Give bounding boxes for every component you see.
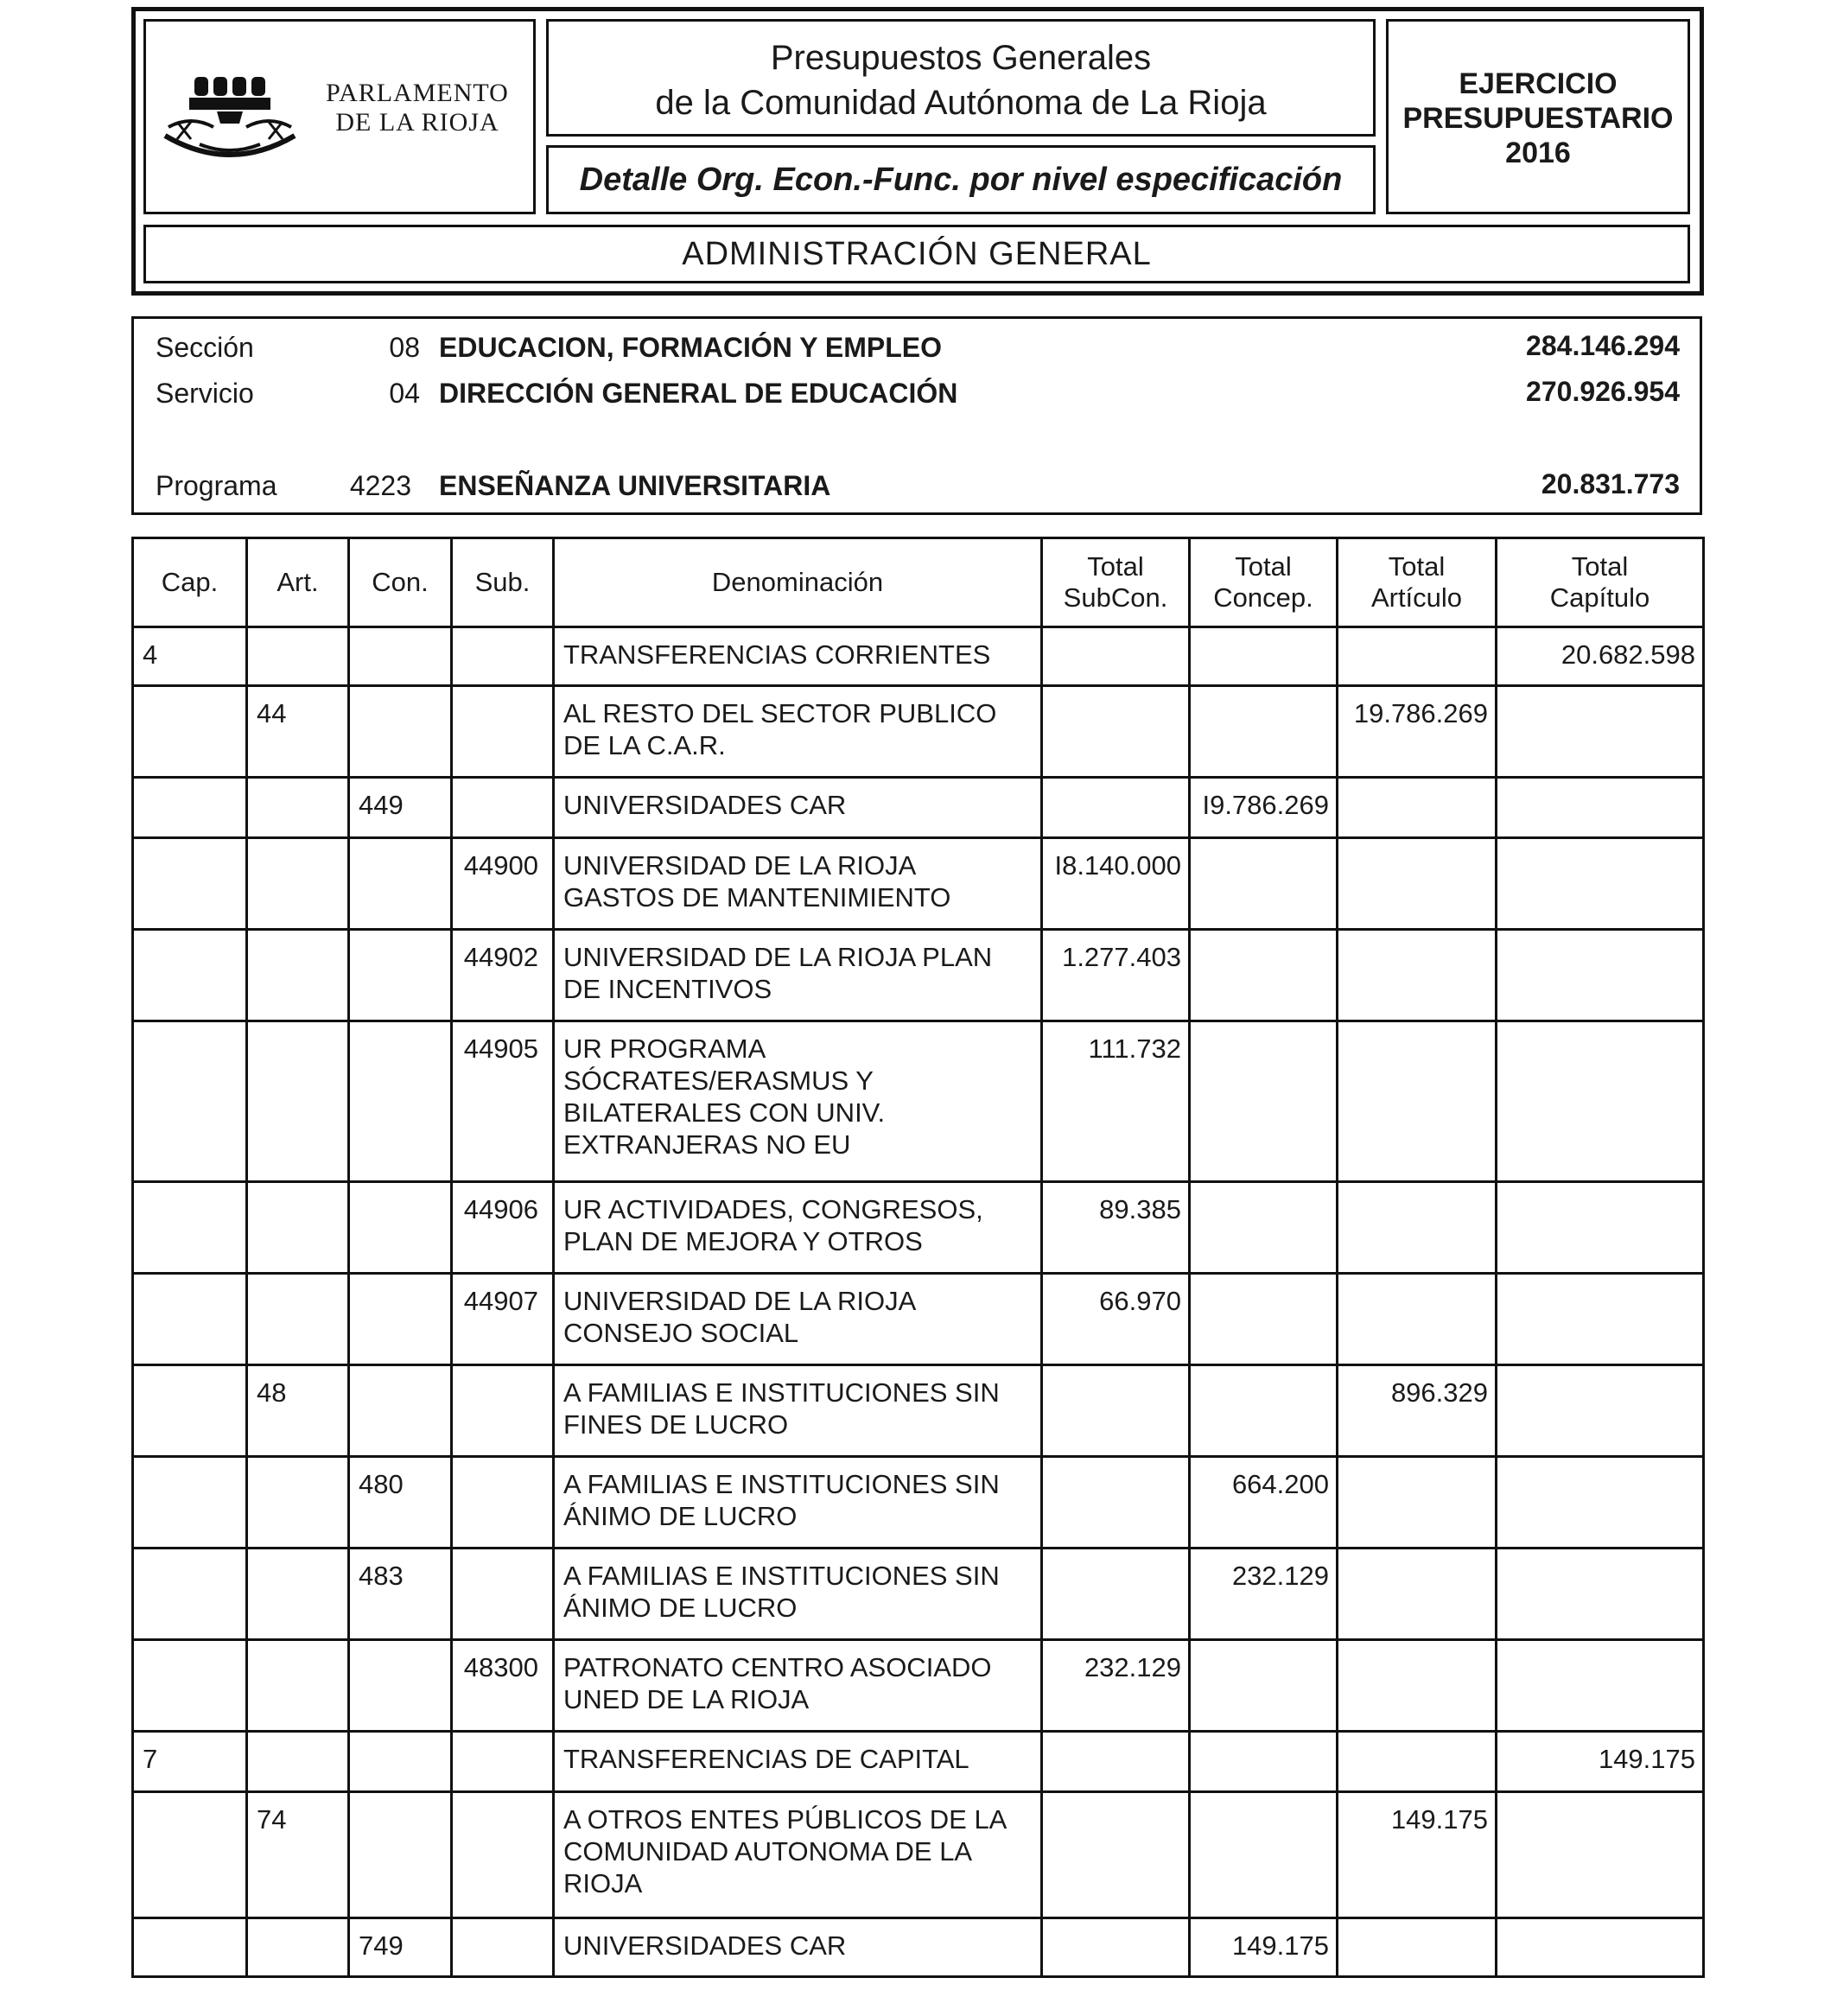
- cell-sub: [452, 1457, 554, 1549]
- cell-denominacion: [554, 1549, 1042, 1640]
- denominacion-line: UNED DE LA RIOJA: [563, 1684, 810, 1714]
- denominacion-line: RIOJA: [563, 1868, 643, 1898]
- col-header-art: Art.: [247, 538, 349, 627]
- administration-title: ADMINISTRACIÓN GENERAL: [682, 236, 1152, 272]
- cell-denominacion: [554, 627, 1042, 686]
- table-row: [133, 778, 1704, 838]
- denominacion-line: UNIVERSIDAD DE LA RIOJA PLAN: [563, 942, 993, 972]
- col-header-cap: Cap.: [133, 538, 247, 627]
- cell-cap: [133, 930, 247, 1021]
- cell-total-articulo: 149.175: [1338, 1792, 1497, 1918]
- cell-con: [349, 1274, 452, 1365]
- cell-sub: [452, 1732, 554, 1792]
- table-row: [133, 1792, 1704, 1918]
- cell-total-concep: [1190, 1365, 1338, 1457]
- cell-total-concep: I9.786.269: [1190, 778, 1338, 838]
- cell-denominacion: [554, 1792, 1042, 1918]
- cell-total-concep: 149.175: [1190, 1918, 1338, 1977]
- cell-total-articulo: 19.786.269: [1338, 686, 1497, 778]
- cell-total-concep: [1190, 1792, 1338, 1918]
- table-row: [133, 930, 1704, 1021]
- denominacion-line: UR ACTIVIDADES, CONGRESOS,: [563, 1194, 983, 1224]
- denominacion-line: SÓCRATES/ERASMUS Y: [563, 1065, 874, 1096]
- cell-denominacion: [554, 838, 1042, 930]
- table-row: [133, 1457, 1704, 1549]
- col-header-subcon: Total SubCon.: [1042, 538, 1190, 627]
- cell-art: 48: [247, 1365, 349, 1457]
- cell-total-concep: [1190, 838, 1338, 930]
- denominacion-line: UNIVERSIDADES CAR: [563, 790, 847, 820]
- cell-total-subcon: [1042, 1549, 1190, 1640]
- programa-label: Programa: [156, 470, 277, 501]
- cell-denominacion: [554, 1021, 1042, 1182]
- denominacion-line: A FAMILIAS E INSTITUCIONES SIN: [563, 1561, 1000, 1591]
- cell-cap: [133, 1365, 247, 1457]
- cell-con: [349, 930, 452, 1021]
- cell-sub: 44905: [452, 1021, 554, 1182]
- denominacion-line: A OTROS ENTES PÚBLICOS DE LA: [563, 1804, 1007, 1835]
- cell-art: [247, 1457, 349, 1549]
- cell-total-subcon: 111.732: [1042, 1021, 1190, 1182]
- table-row: [133, 1365, 1704, 1457]
- cell-sub: [452, 1918, 554, 1977]
- denominacion-line: AL RESTO DEL SECTOR PUBLICO: [563, 698, 997, 728]
- cell-con: [349, 1640, 452, 1732]
- cell-total-articulo: [1338, 1549, 1497, 1640]
- servicio-code: 04: [389, 378, 420, 409]
- cell-total-capitulo: [1497, 686, 1704, 778]
- table-row: [133, 1918, 1704, 1977]
- cell-cap: 4: [133, 627, 247, 686]
- cell-cap: [133, 1640, 247, 1732]
- cell-total-concep: [1190, 1021, 1338, 1182]
- cell-total-subcon: [1042, 1365, 1190, 1457]
- programa-amount: 20.831.773: [1541, 468, 1680, 499]
- denominacion-line: EXTRANJERAS NO EU: [563, 1129, 851, 1160]
- denominacion-line: UNIVERSIDAD DE LA RIOJA: [563, 850, 917, 881]
- cell-total-subcon: [1042, 686, 1190, 778]
- denominacion-line: FINES DE LUCRO: [563, 1409, 789, 1440]
- cell-total-articulo: [1338, 1732, 1497, 1792]
- cell-con: [349, 627, 452, 686]
- cell-sub: 44907: [452, 1274, 554, 1365]
- cell-total-subcon: [1042, 778, 1190, 838]
- budget-table: [131, 537, 1705, 1978]
- table-row: [133, 838, 1704, 930]
- title-line-2: de la Comunidad Autónoma de La Rioja: [655, 84, 1267, 122]
- cell-total-concep: [1190, 1640, 1338, 1732]
- cell-total-concep: [1190, 686, 1338, 778]
- table-row: [133, 1549, 1704, 1640]
- cell-denominacion: [554, 1732, 1042, 1792]
- cell-total-concep: [1190, 1182, 1338, 1274]
- cell-con: [349, 1182, 452, 1274]
- cell-denominacion: [554, 1182, 1042, 1274]
- cell-art: [247, 930, 349, 1021]
- denominacion-line: UR PROGRAMA: [563, 1033, 766, 1064]
- cell-art: [247, 1021, 349, 1182]
- denominacion-line: PATRONATO CENTRO ASOCIADO: [563, 1652, 992, 1682]
- logo-line-1: PARLAMENTO: [326, 79, 509, 107]
- denominacion-line: ÁNIMO DE LUCRO: [563, 1501, 798, 1531]
- cell-cap: [133, 1792, 247, 1918]
- denominacion-line: DE LA C.A.R.: [563, 730, 726, 760]
- cell-total-articulo: [1338, 930, 1497, 1021]
- col-header-capitulo: Total Capítulo: [1497, 538, 1704, 627]
- cell-art: [247, 1732, 349, 1792]
- cell-sub: 44906: [452, 1182, 554, 1274]
- cell-total-concep: [1190, 1274, 1338, 1365]
- cell-art: [247, 627, 349, 686]
- cell-cap: 7: [133, 1732, 247, 1792]
- cell-denominacion: [554, 1274, 1042, 1365]
- title-line-1: Presupuestos Generales: [770, 39, 1152, 77]
- exercise-box: [1386, 19, 1690, 214]
- cell-sub: 44900: [452, 838, 554, 930]
- servicio-label: Servicio: [156, 378, 254, 409]
- cell-art: [247, 1182, 349, 1274]
- denominacion-line: UNIVERSIDAD DE LA RIOJA: [563, 1286, 917, 1316]
- cell-total-capitulo: [1497, 838, 1704, 930]
- cell-cap: [133, 1549, 247, 1640]
- denominacion-line: DE INCENTIVOS: [563, 974, 772, 1004]
- cell-total-subcon: [1042, 1457, 1190, 1549]
- cell-total-capitulo: [1497, 1182, 1704, 1274]
- seccion-code: 08: [389, 332, 420, 363]
- cell-total-subcon: 232.129: [1042, 1640, 1190, 1732]
- report-subtitle: Detalle Org. Econ.-Func. por nivel especificación: [579, 162, 1343, 198]
- table-row: [133, 1640, 1704, 1732]
- cell-con: [349, 1792, 452, 1918]
- cell-total-subcon: 66.970: [1042, 1274, 1190, 1365]
- cell-con: [349, 1732, 452, 1792]
- cell-total-capitulo: 20.682.598: [1497, 627, 1704, 686]
- cell-cap: [133, 1918, 247, 1977]
- cell-denominacion: [554, 930, 1042, 1021]
- cell-cap: [133, 1274, 247, 1365]
- cell-total-subcon: 1.277.403: [1042, 930, 1190, 1021]
- cell-art: [247, 1549, 349, 1640]
- cell-denominacion: [554, 778, 1042, 838]
- cell-cap: [133, 838, 247, 930]
- cell-art: [247, 1274, 349, 1365]
- exercise-label-2: PRESUPUESTARIO: [1402, 102, 1674, 135]
- cell-total-capitulo: [1497, 930, 1704, 1021]
- cell-con: [349, 1021, 452, 1182]
- denominacion-line: UNIVERSIDADES CAR: [563, 1930, 847, 1961]
- cell-art: [247, 1918, 349, 1977]
- cell-total-concep: [1190, 930, 1338, 1021]
- cell-total-articulo: [1338, 627, 1497, 686]
- denominacion-line: A FAMILIAS E INSTITUCIONES SIN: [563, 1377, 1000, 1408]
- cell-cap: [133, 1021, 247, 1182]
- cell-con: 480: [349, 1457, 452, 1549]
- table-row: [133, 1182, 1704, 1274]
- cell-total-capitulo: [1497, 1918, 1704, 1977]
- table-row: [133, 1274, 1704, 1365]
- cell-cap: [133, 778, 247, 838]
- exercise-label-1: EJERCICIO: [1459, 67, 1618, 100]
- cell-con: 449: [349, 778, 452, 838]
- cell-denominacion: [554, 1640, 1042, 1732]
- denominacion-line: GASTOS DE MANTENIMIENTO: [563, 882, 951, 913]
- logo-line-2: DE LA RIOJA: [335, 108, 499, 137]
- cell-total-articulo: [1338, 1021, 1497, 1182]
- table-header-row: [133, 538, 1704, 627]
- programa-name: ENSEÑANZA UNIVERSITARIA: [439, 470, 831, 501]
- cell-total-subcon: I8.140.000: [1042, 838, 1190, 930]
- cell-total-capitulo: [1497, 1792, 1704, 1918]
- cell-total-articulo: 896.329: [1338, 1365, 1497, 1457]
- cell-total-subcon: [1042, 627, 1190, 686]
- table-body: [133, 627, 1704, 1977]
- cell-total-subcon: [1042, 1918, 1190, 1977]
- seccion-amount: 284.146.294: [1526, 330, 1680, 361]
- denominacion-line: COMUNIDAD AUTONOMA DE LA: [563, 1836, 973, 1867]
- cell-total-capitulo: [1497, 1457, 1704, 1549]
- cell-denominacion: [554, 1918, 1042, 1977]
- cell-sub: [452, 1792, 554, 1918]
- seccion-name: EDUCACION, FORMACIÓN Y EMPLEO: [439, 332, 942, 363]
- subtitle-box: [546, 145, 1376, 214]
- cell-con: 483: [349, 1549, 452, 1640]
- cell-total-subcon: 89.385: [1042, 1182, 1190, 1274]
- col-header-sub: Sub.: [452, 538, 554, 627]
- cell-denominacion: [554, 686, 1042, 778]
- cell-total-capitulo: [1497, 1640, 1704, 1732]
- cell-total-capitulo: [1497, 1549, 1704, 1640]
- cell-art: 44: [247, 686, 349, 778]
- cell-sub: [452, 1365, 554, 1457]
- exercise-year: 2016: [1505, 137, 1571, 169]
- cell-total-concep: [1190, 1732, 1338, 1792]
- denominacion-line: CONSEJO SOCIAL: [563, 1318, 799, 1348]
- cell-sub: [452, 778, 554, 838]
- cell-denominacion: [554, 1457, 1042, 1549]
- cell-sub: 44902: [452, 930, 554, 1021]
- denominacion-line: TRANSFERENCIAS CORRIENTES: [563, 639, 991, 670]
- cell-total-capitulo: 149.175: [1497, 1732, 1704, 1792]
- cell-total-subcon: [1042, 1792, 1190, 1918]
- table-row: [133, 1732, 1704, 1792]
- denominacion-line: PLAN DE MEJORA Y OTROS: [563, 1226, 923, 1256]
- cell-sub: 48300: [452, 1640, 554, 1732]
- cell-total-articulo: [1338, 1457, 1497, 1549]
- cell-con: [349, 838, 452, 930]
- cell-art: [247, 1640, 349, 1732]
- cell-total-concep: 664.200: [1190, 1457, 1338, 1549]
- cell-total-capitulo: [1497, 1274, 1704, 1365]
- cell-sub: [452, 627, 554, 686]
- table-row: [133, 627, 1704, 686]
- table-row: [133, 1021, 1704, 1182]
- cell-total-articulo: [1338, 1182, 1497, 1274]
- cell-total-capitulo: [1497, 1365, 1704, 1457]
- denominacion-line: TRANSFERENCIAS DE CAPITAL: [563, 1744, 969, 1774]
- programa-code: 4223: [349, 470, 411, 501]
- seccion-label: Sección: [156, 332, 254, 363]
- cell-art: [247, 778, 349, 838]
- table-row: [133, 686, 1704, 778]
- parliament-emblem-icon: [156, 61, 312, 174]
- title-box: [546, 19, 1376, 137]
- cell-total-articulo: [1338, 1274, 1497, 1365]
- cell-con: [349, 1365, 452, 1457]
- logo-box: [143, 19, 536, 214]
- cell-cap: [133, 1457, 247, 1549]
- cell-total-concep: [1190, 627, 1338, 686]
- cell-total-concep: 232.129: [1190, 1549, 1338, 1640]
- cell-total-subcon: [1042, 1732, 1190, 1792]
- cell-art: 74: [247, 1792, 349, 1918]
- servicio-amount: 270.926.954: [1526, 376, 1680, 407]
- cell-total-articulo: [1338, 778, 1497, 838]
- cell-total-capitulo: [1497, 778, 1704, 838]
- col-header-articulo: Total Artículo: [1338, 538, 1497, 627]
- cell-con: [349, 686, 452, 778]
- cell-con: 749: [349, 1918, 452, 1977]
- cell-total-capitulo: [1497, 1021, 1704, 1182]
- cell-total-articulo: [1338, 1640, 1497, 1732]
- col-header-concep: Total Concep.: [1190, 538, 1338, 627]
- cell-sub: [452, 1549, 554, 1640]
- cell-cap: [133, 1182, 247, 1274]
- denominacion-line: ÁNIMO DE LUCRO: [563, 1593, 798, 1623]
- col-header-denominacion: Denominación: [554, 538, 1042, 627]
- cell-total-articulo: [1338, 1918, 1497, 1977]
- denominacion-line: A FAMILIAS E INSTITUCIONES SIN: [563, 1469, 1000, 1499]
- cell-denominacion: [554, 1365, 1042, 1457]
- servicio-name: DIRECCIÓN GENERAL DE EDUCACIÓN: [439, 378, 958, 409]
- cell-art: [247, 838, 349, 930]
- cell-sub: [452, 686, 554, 778]
- administration-bar: [143, 225, 1690, 283]
- cell-cap: [133, 686, 247, 778]
- col-header-con: Con.: [349, 538, 452, 627]
- denominacion-line: BILATERALES CON UNIV.: [563, 1097, 886, 1128]
- cell-total-articulo: [1338, 838, 1497, 930]
